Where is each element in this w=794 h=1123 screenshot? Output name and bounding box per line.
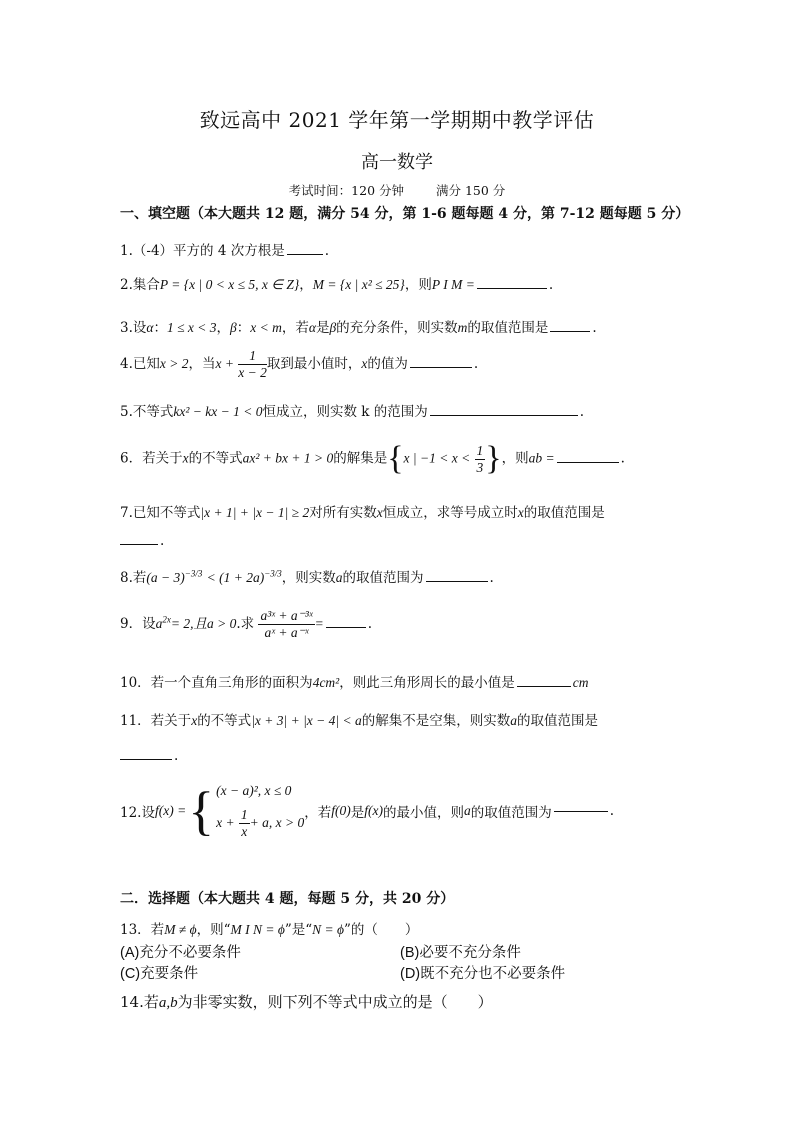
question-12: 12.设 f(x) = { (x − a)², x ≤ 0 x + $\frac{1}{x}$ + a, x > 0 ，若 f(0) 是 f(x) 的最小值，则 a 的取值范围为 .: [120, 781, 615, 841]
option-d: (D)既不充分也不必要条件: [400, 966, 566, 982]
option-a: (A)充分不必要条件: [120, 945, 241, 961]
question-11-answer-line: .: [120, 748, 178, 764]
question-3: 3.设α：1 ≤ x < 3，β：x < m，若α是β的充分条件，则实数m的取值范围是 .: [120, 320, 597, 336]
question-7: 7.已知不等式|x + 1| + |x − 1| ≥ 2对所有实数x恒成立，求等号成立时x的取值范围是: [120, 505, 605, 521]
exam-meta: [0, 181, 794, 199]
question-8: 8.若$(a - 3)^{-3/3} < (1 + 2a)^{-3/3}$，则实数a的取值范围为 .: [120, 568, 494, 586]
exam-time: 考试时间：120 分钟: [288, 183, 405, 198]
answer-blank: [120, 758, 172, 760]
question-10: 10．若一个直角三角形的面积为4cm²，则此三角形周长的最小值是 cm: [120, 675, 589, 691]
piecewise-brace-icon: {: [188, 781, 215, 841]
fraction: $\frac{1}{3}$: [476, 442, 484, 475]
page-title: 致远高中 2021 学年第一学期期中教学评估: [199, 108, 595, 132]
question-9: 9．设$a^{2x}= 2$,且a > 0.求 $\frac{\text{a³ˣ + a⁻³ˣ}}{\text{aˣ + a⁻ˣ}}$ = .: [120, 608, 373, 640]
question-7-answer-line: .: [120, 533, 164, 549]
option-b: (B)必要不充分条件: [400, 945, 521, 961]
answer-blank: [477, 287, 547, 289]
answer-blank: [426, 580, 488, 582]
section-1-heading: 一、填空题（本大题共 12 题，满分 54 分，第 1-6 题每题 4 分，第 7-12 题每题 5 分）: [120, 206, 690, 222]
question-2: 2.集合P = {x | 0 < x ≤ 5, x ∈ Z}，M = {x | x² ≤ 25}，则P I M = .: [120, 277, 554, 293]
answer-blank: [287, 253, 323, 255]
question-13: 13．若M ≠ ϕ，则“M I N = ϕ”是“N = ϕ”的（ ）: [120, 922, 419, 938]
question-4: 4.已知x > 2，当x + $\frac{1}{x - 2}$ 取到最小值时，x的值为 .: [120, 348, 479, 380]
question-1: 1.（-4）平方的 4 次方根是 .: [120, 243, 329, 259]
question-11: 11．若关于x的不等式|x + 3| + |x − 4| < a的解集不是空集，则实数a的取值范围是: [120, 713, 598, 729]
answer-blank: [120, 543, 158, 545]
fraction: $\frac{1}{x}$: [240, 806, 248, 839]
exam-score: 满分 150 分: [436, 183, 506, 198]
right-brace-icon: }: [485, 440, 502, 477]
question-14: 14.若a,b为非零实数，则下列不等式中成立的是（ ）: [120, 993, 493, 1011]
answer-blank: [517, 685, 571, 687]
question-5: 5.不等式kx² − kx − 1 < 0恒成立，则实数 k 的范围为 .: [120, 404, 585, 420]
fraction: $\frac{1}{x - 2}$: [238, 348, 267, 380]
answer-blank: [554, 810, 608, 812]
option-c: (C)充要条件: [120, 966, 199, 982]
page-subtitle: 高一数学: [361, 152, 433, 173]
piecewise-cases: (x − a)², x ≤ 0 x + $\frac{1}{x}$ + a, x > 0: [216, 782, 305, 839]
left-brace-icon: {: [387, 440, 404, 477]
answer-blank: [430, 414, 578, 416]
answer-blank: [550, 330, 590, 332]
fraction: $\frac{\text{a³ˣ + a⁻³ˣ}}{\text{aˣ + a⁻ˣ}}$: [260, 608, 313, 640]
section-2-heading: 二．选择题（本大题共 4 题，每题 5 分，共 20 分）: [120, 891, 455, 907]
question-6: 6．若关于x的不等式ax² + bx + 1 > 0的解集是{x | −1 < x < $\frac{1}{3}$ }，则ab = .: [120, 440, 625, 477]
answer-blank: [557, 461, 619, 463]
answer-blank: [410, 366, 472, 368]
answer-blank: [326, 626, 366, 628]
